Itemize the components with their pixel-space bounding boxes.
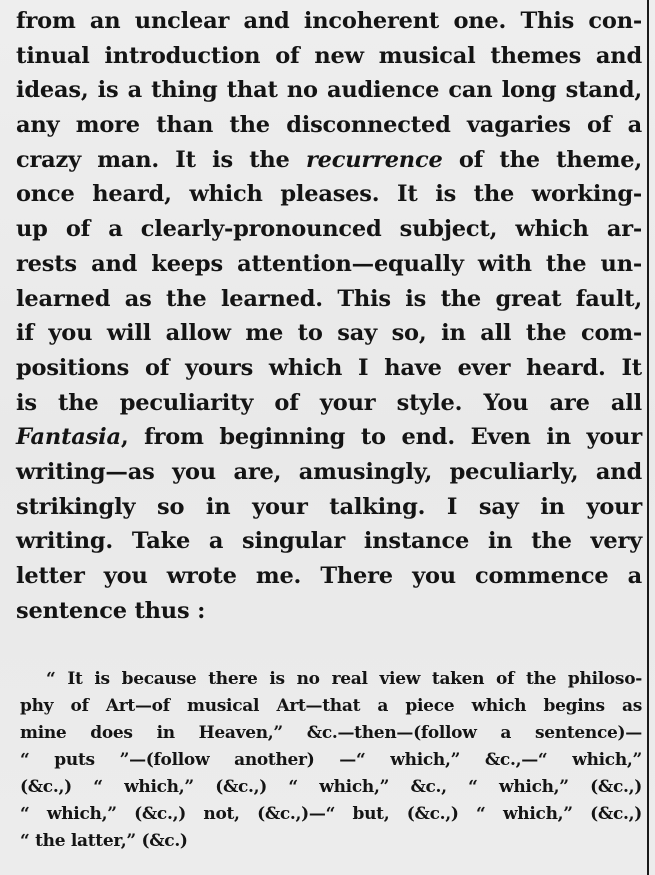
column-rule — [647, 0, 649, 875]
text-line: sentence thus : — [16, 597, 206, 624]
quote-line: “ which,” (&c.,) not, (&c.,)—“ but, (&c.,) “ which,” (&c.,) — [20, 804, 642, 824]
text-line: writing—as you are, amusingly, peculiarly, and — [16, 458, 642, 485]
article-body — [16, 4, 642, 628]
text-line: ideas, is a thing that no audience can long stand, — [16, 77, 642, 104]
quote-line: mine does in Heaven,” &c.—then—(follow a sentence)— — [20, 723, 642, 743]
text-line: up of a clearly-pronounced subject, which ar- — [16, 216, 642, 243]
text-segment: , from beginning to end. Even in your — [120, 424, 642, 451]
text-segment: of the theme, — [458, 146, 642, 173]
text-line: tinual introduction of new musical themes and — [16, 42, 642, 69]
quote-line: “ the latter,” (&c.) — [20, 831, 188, 851]
italic-word-fantasia: Fantasia — [16, 424, 121, 451]
text-line: writing. Take a singular instance in the very — [16, 528, 642, 555]
quote-line: “ puts ”—(follow another) —“ which,” &c.,—“ which,” — [20, 750, 642, 770]
text-segment: crazy man. It is the — [16, 146, 290, 173]
text-line: strikingly so in your talking. I say in your — [16, 493, 642, 520]
quote-line: (&c.,) “ which,” (&c.,) “ which,” &c., “ which,” (&c.,) — [20, 777, 642, 797]
block-quotation — [20, 666, 642, 855]
text-line — [16, 420, 642, 455]
text-line: if you will allow me to say so, in all the com- — [16, 320, 642, 347]
text-line: any more than the disconnected vagaries of a — [16, 112, 642, 139]
quote-line: “ It is because there is no real view taken of the philoso- — [46, 669, 642, 689]
italic-word-recurrence: recurrence — [305, 146, 443, 173]
text-line: positions of yours which I have ever heard. It — [16, 354, 642, 381]
text-line: letter you wrote me. There you commence a — [16, 563, 642, 589]
quote-line: phy of Art—of musical Art—that a piece which begins as — [20, 696, 642, 716]
text-line: from an unclear and incoherent one. This con- — [16, 8, 642, 34]
text-line: learned as the learned. This is the great fault, — [16, 285, 642, 312]
text-line: rests and keeps attention—equally with the un- — [16, 250, 642, 277]
text-line: is the peculiarity of your style. You are all — [16, 389, 642, 416]
text-line — [16, 143, 642, 178]
text-line: once heard, which pleases. It is the working- — [16, 181, 642, 208]
